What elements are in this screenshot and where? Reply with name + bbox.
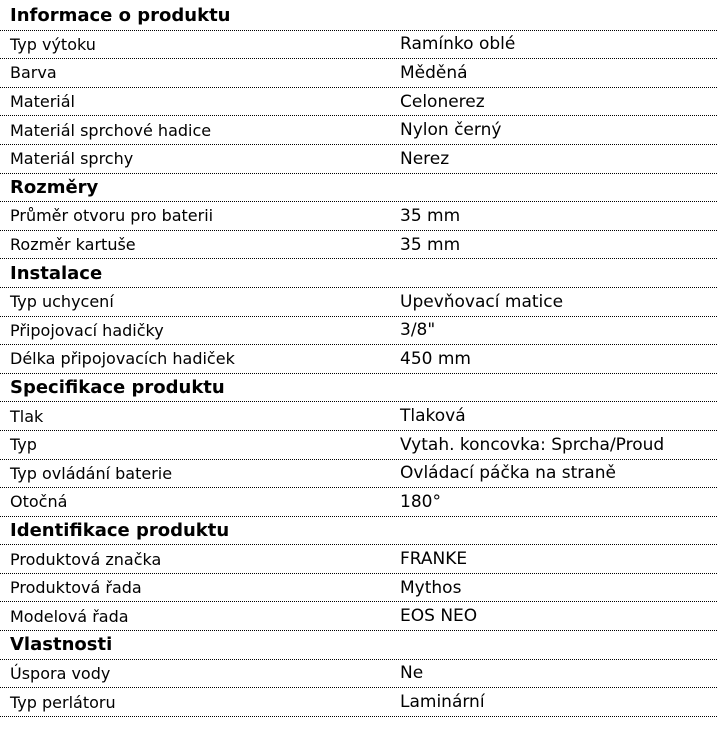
- spec-value: 450 mm: [400, 348, 471, 369]
- spec-label: Materiál: [10, 92, 75, 112]
- spec-value: Ne: [400, 663, 424, 684]
- spec-label: Tlak: [10, 406, 44, 426]
- spec-label: Typ ovládání baterie: [10, 463, 173, 483]
- section-heading: Informace o produktu: [0, 2, 717, 31]
- spec-value: Laminární: [400, 692, 485, 713]
- spec-label: Typ: [10, 435, 37, 455]
- spec-label: Typ uchycení: [10, 292, 114, 312]
- spec-value: Nerez: [400, 148, 450, 169]
- section-heading: Specifikace produktu: [0, 374, 717, 403]
- spec-value: Ramínko oblé: [400, 34, 516, 55]
- spec-label: Materiál sprchy: [10, 149, 134, 169]
- spec-row: [0, 31, 717, 60]
- spec-row: [0, 660, 717, 689]
- spec-row: [0, 59, 717, 88]
- spec-value: Upevňovací matice: [400, 291, 564, 312]
- spec-row: [0, 402, 717, 431]
- section-heading: Vlastnosti: [0, 631, 717, 660]
- spec-value: 180°: [400, 491, 441, 512]
- section-heading: Identifikace produktu: [0, 517, 717, 546]
- spec-value: Tlaková: [400, 406, 466, 427]
- spec-value: Nylon černý: [400, 120, 502, 141]
- spec-value: Ovládací páčka na straně: [400, 463, 616, 484]
- section-heading: Rozměry: [0, 174, 717, 203]
- spec-value: EOS NEO: [400, 606, 478, 627]
- spec-row: [0, 116, 717, 145]
- spec-label: Produktová značka: [10, 549, 162, 569]
- spec-row: [0, 688, 717, 717]
- spec-label: Materiál sprchové hadice: [10, 120, 212, 140]
- spec-row: [0, 88, 717, 117]
- spec-row: [0, 488, 717, 517]
- spec-label: Modelová řada: [10, 606, 129, 626]
- spec-row: [0, 145, 717, 174]
- spec-row: [0, 574, 717, 603]
- spec-value: Měděná: [400, 62, 468, 83]
- spec-row: [0, 231, 717, 260]
- spec-label: Délka připojovacích hadiček: [10, 349, 235, 369]
- spec-label: Barva: [10, 63, 57, 83]
- spec-label: Typ perlátoru: [10, 692, 116, 712]
- spec-row: [0, 288, 717, 317]
- spec-row: [0, 460, 717, 489]
- spec-value: 35 mm: [400, 205, 461, 226]
- spec-label: Průměr otvoru pro baterii: [10, 206, 214, 226]
- spec-row: [0, 602, 717, 631]
- spec-value: 35 mm: [400, 234, 461, 255]
- spec-label: Otočná: [10, 492, 68, 512]
- spec-value: 3/8": [400, 320, 436, 341]
- spec-row: [0, 202, 717, 231]
- spec-row: [0, 345, 717, 374]
- spec-value: Vytah. koncovka: Sprcha/Proud: [400, 434, 665, 455]
- spec-label: Připojovací hadičky: [10, 320, 164, 340]
- spec-value: Celonerez: [400, 91, 485, 112]
- spec-label: Produktová řada: [10, 578, 142, 598]
- spec-row: [0, 317, 717, 346]
- section-heading: Instalace: [0, 259, 717, 288]
- spec-label: Úspora vody: [10, 663, 111, 683]
- spec-label: Typ výtoku: [10, 34, 96, 54]
- spec-value: FRANKE: [400, 549, 468, 570]
- spec-value: Mythos: [400, 577, 462, 598]
- spec-row: [0, 431, 717, 460]
- spec-row: [0, 545, 717, 574]
- spec-label: Rozměr kartuše: [10, 235, 136, 255]
